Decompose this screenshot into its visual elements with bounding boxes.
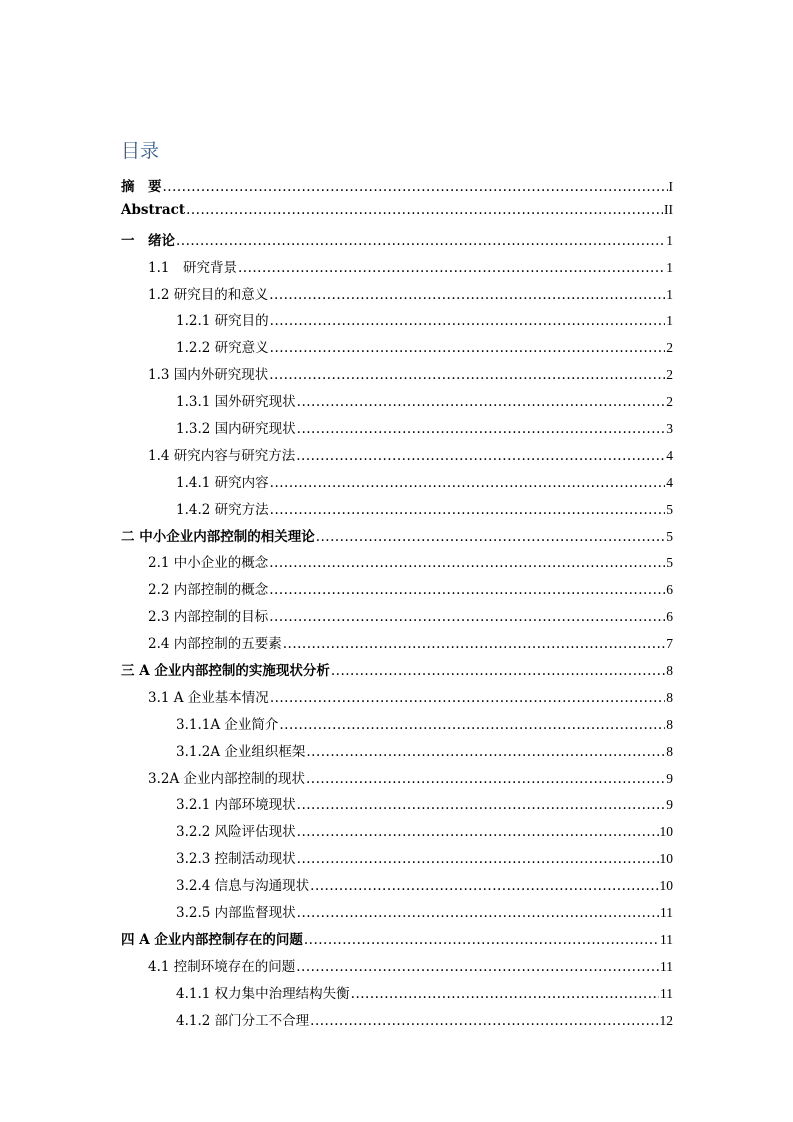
toc-entry[interactable]	[121, 229, 673, 256]
toc-entry[interactable]	[121, 955, 673, 982]
toc-page-number: 5	[666, 501, 673, 517]
toc-entry-label: 4.1.2 部门分工不合理	[176, 1012, 310, 1029]
toc-entry[interactable]	[121, 336, 673, 363]
toc-entry[interactable]	[121, 256, 673, 283]
toc-dot-leader	[176, 233, 665, 249]
toc-page-number: 2	[666, 340, 673, 356]
toc-page-number: 4	[666, 447, 673, 463]
toc-dot-leader	[316, 529, 666, 545]
toc-entry[interactable]	[121, 471, 673, 498]
toc-entry-label: 3.2.3 控制活动现状	[176, 851, 296, 868]
toc-dot-leader	[296, 448, 665, 464]
toc-dot-leader	[297, 797, 666, 813]
toc-page-number: 5	[666, 528, 673, 544]
toc-page-number: 8	[666, 663, 673, 679]
toc-page-number: 1	[666, 232, 673, 248]
toc-entry[interactable]	[121, 175, 673, 202]
toc-page-number: 11	[660, 931, 673, 947]
toc-entry-label: 1.3.2 国内研究现状	[176, 421, 296, 438]
toc-entry-label: 1.4.1 研究内容	[176, 474, 269, 491]
toc-page-number: 5	[666, 555, 673, 571]
toc-page-number: 9	[666, 797, 673, 813]
toc-page-number: 11	[660, 985, 673, 1001]
toc-dot-leader	[297, 905, 659, 921]
toc-page-number: 11	[660, 958, 673, 974]
toc-entry[interactable]	[121, 1009, 673, 1036]
toc-entry[interactable]	[121, 390, 673, 417]
toc-entry[interactable]	[121, 686, 673, 713]
toc-dot-leader	[186, 202, 663, 218]
toc-page-number: 6	[666, 582, 673, 598]
toc-dot-leader	[270, 475, 666, 491]
toc-entry-label: 2.1 中小企业的概念	[148, 555, 269, 572]
toc-entry[interactable]	[121, 713, 673, 740]
toc-entry-label: 1.2.1 研究目的	[176, 313, 269, 330]
toc-entry-label: 3.2.1 内部环境现状	[176, 797, 296, 814]
toc-page-number: 12	[659, 1012, 673, 1028]
toc-page-number: 6	[666, 609, 673, 625]
toc-dot-leader	[269, 582, 665, 598]
toc-entry-label: 2.3 内部控制的目标	[148, 609, 269, 626]
toc-entry-label: 1.2 研究目的和意义	[148, 286, 269, 303]
toc-dot-leader	[283, 636, 665, 652]
toc-entry-label: 3.1.1A 企业简介	[176, 716, 279, 733]
toc-entry-label: 3.1 A 企业基本情况	[148, 689, 269, 706]
toc-page-number: 1	[666, 259, 673, 275]
toc-entry[interactable]	[121, 901, 673, 928]
toc-page-number: 10	[659, 824, 673, 840]
toc-entry-label: 二 中小企业内部控制的相关理论	[121, 528, 315, 545]
toc-page-number: 2	[666, 394, 673, 410]
toc-entry[interactable]	[121, 767, 673, 794]
toc-entry-label: Abstract	[121, 201, 186, 218]
toc-entry[interactable]	[121, 417, 673, 444]
toc-page-number: 8	[666, 689, 673, 705]
toc-entry-label: 一 绪论	[121, 232, 175, 249]
toc-dot-leader	[297, 394, 666, 410]
toc-entry-label: 2.4 内部控制的五要素	[148, 636, 282, 653]
toc-entry-label: 3.2.2 风险评估现状	[176, 824, 296, 841]
table-of-contents	[121, 175, 673, 1036]
toc-dot-leader	[238, 260, 665, 276]
toc-entry[interactable]	[121, 498, 673, 525]
toc-entry[interactable]	[121, 874, 673, 901]
toc-entry[interactable]	[121, 551, 673, 578]
toc-entry[interactable]	[121, 283, 673, 310]
toc-dot-leader	[269, 367, 665, 383]
toc-dot-leader	[269, 287, 665, 303]
toc-entry[interactable]	[121, 740, 673, 767]
toc-entry-label: 1.1 研究背景	[148, 259, 237, 276]
toc-page-number: 2	[666, 367, 673, 383]
toc-entry-label: 3.2A 企业内部控制的现状	[148, 770, 306, 787]
toc-entry-label: 摘 要	[121, 179, 162, 195]
toc-title: 目录	[121, 140, 160, 162]
toc-entry-label: 1.2.2 研究意义	[176, 340, 269, 357]
toc-dot-leader	[297, 824, 659, 840]
toc-page-number: 11	[660, 905, 673, 921]
toc-page-number: 9	[666, 770, 673, 786]
toc-entry-label: 4.1.1 权力集中治理结构失衡	[176, 985, 350, 1002]
toc-page-number: 1	[666, 286, 673, 302]
toc-entry[interactable]	[121, 928, 673, 955]
toc-page-number: I	[668, 179, 673, 194]
toc-dot-leader	[279, 717, 665, 733]
toc-entry[interactable]	[121, 605, 673, 632]
toc-dot-leader	[296, 959, 659, 975]
toc-page-number: 3	[666, 421, 673, 437]
toc-entry-label: 1.4 研究内容与研究方法	[148, 447, 296, 464]
toc-dot-leader	[269, 555, 665, 571]
toc-dot-leader	[310, 1013, 658, 1029]
toc-dot-leader	[310, 878, 658, 894]
toc-entry[interactable]	[121, 363, 673, 390]
toc-entry[interactable]	[121, 202, 673, 229]
toc-dot-leader	[351, 986, 659, 1002]
toc-entry[interactable]	[121, 659, 673, 686]
toc-entry[interactable]	[121, 525, 673, 552]
toc-entry[interactable]	[121, 820, 673, 847]
toc-entry-label: 1.3 国内外研究现状	[148, 367, 269, 384]
toc-page-number: 4	[666, 474, 673, 490]
toc-page-number: 8	[666, 716, 673, 732]
toc-entry-label: 四 A 企业内部控制存在的问题	[121, 931, 303, 948]
toc-page-number: 7	[666, 636, 673, 652]
toc-dot-leader	[331, 663, 665, 679]
toc-page-number: II	[664, 201, 673, 217]
toc-page-number: 10	[659, 851, 673, 867]
toc-page-number: 8	[666, 743, 673, 759]
toc-entry-label: 3.2.5 内部监督现状	[176, 905, 296, 922]
toc-dot-leader	[269, 609, 665, 625]
toc-entry-label: 1.4.2 研究方法	[176, 501, 269, 518]
toc-dot-leader	[297, 851, 659, 867]
toc-entry-label: 2.2 内部控制的概念	[148, 582, 269, 599]
toc-dot-leader	[270, 313, 666, 329]
toc-entry-label: 三 A 企业内部控制的实施现状分析	[121, 663, 330, 680]
toc-dot-leader	[306, 771, 665, 787]
toc-page-number: 10	[659, 878, 673, 894]
toc-dot-leader	[270, 340, 666, 356]
toc-entry[interactable]	[121, 793, 673, 820]
toc-entry-label: 1.3.1 国外研究现状	[176, 394, 296, 411]
toc-dot-leader	[163, 179, 668, 195]
toc-entry[interactable]	[121, 578, 673, 605]
toc-dot-leader	[304, 932, 659, 948]
toc-entry[interactable]	[121, 982, 673, 1009]
toc-entry[interactable]	[121, 309, 673, 336]
toc-entry-label: 3.1.2A 企业组织框架	[176, 743, 306, 760]
toc-entry[interactable]	[121, 444, 673, 471]
toc-dot-leader	[270, 690, 665, 706]
toc-page-number: 1	[666, 313, 673, 329]
toc-dot-leader	[297, 421, 666, 437]
toc-dot-leader	[306, 744, 665, 760]
toc-entry-label: 4.1 控制环境存在的问题	[148, 958, 296, 975]
toc-entry[interactable]	[121, 847, 673, 874]
toc-dot-leader	[270, 502, 666, 518]
toc-entry-label: 3.2.4 信息与沟通现状	[176, 878, 310, 895]
toc-entry[interactable]	[121, 632, 673, 659]
